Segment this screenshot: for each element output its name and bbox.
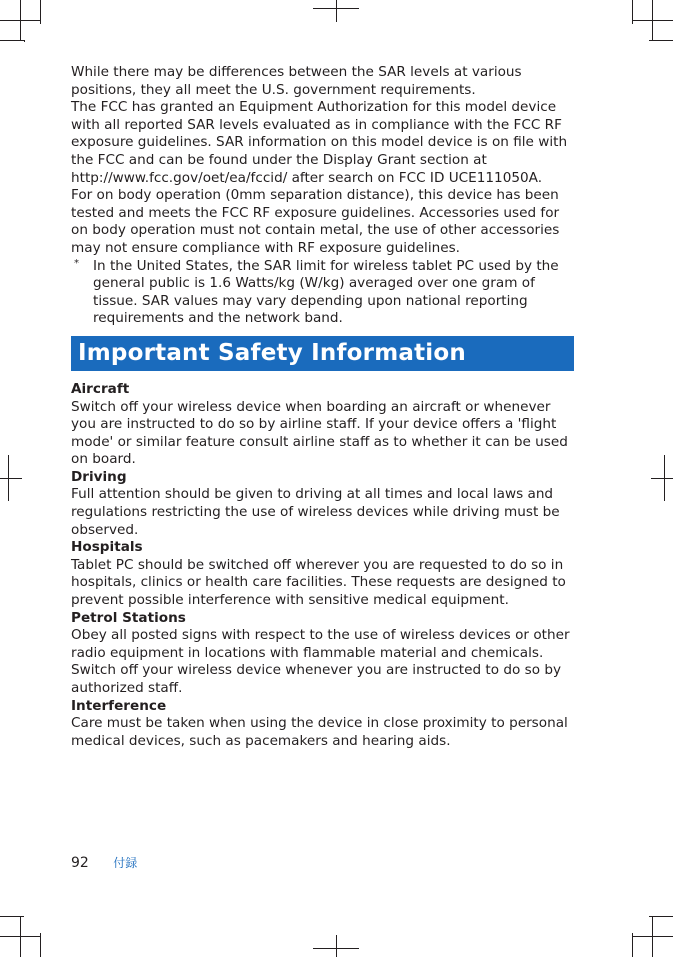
page-footer bbox=[71, 854, 137, 872]
crop-mark bbox=[336, 0, 337, 22]
intro-paragraph: The FCC has granted an Equipment Authorization for this model device with all reported SAR levels evaluated as in compliance with the FCC RF exposure guidelines. SAR information on this model device is on file with the FCC and can be found under the Display Grant section at http://www.fcc.gov/oet/ea/fccid/ after search on FCC ID UCE111050A. bbox=[71, 99, 568, 186]
crop-mark bbox=[633, 20, 673, 21]
crop-mark bbox=[652, 917, 653, 957]
crop-mark bbox=[20, 917, 21, 957]
section-heading: Petrol Stations bbox=[71, 609, 186, 626]
section-body: Full attention should be given to driving at all times and local laws and regulations restricting the use of wireless devices while driving must be observed. bbox=[71, 486, 560, 538]
page-number: 92 bbox=[71, 855, 89, 871]
note-asterisk: * bbox=[74, 257, 79, 269]
crop-mark bbox=[649, 40, 673, 41]
section-banner: Important Safety Information bbox=[71, 336, 574, 371]
crop-mark bbox=[651, 478, 673, 479]
crop-mark bbox=[0, 478, 22, 479]
safety-section-aircraft bbox=[71, 381, 574, 469]
section-heading: Aircraft bbox=[71, 380, 130, 397]
section-body: Care must be taken when using the device in close proximity to personal medical devices, such as pacemakers and hearing aids. bbox=[71, 715, 568, 749]
section-body: Tablet PC should be switched off wherever you are requested to do so in hospitals, clinics or health care facilities. These requests are designed to prevent possible interference with sensitive medical equipment. bbox=[71, 556, 566, 609]
crop-mark bbox=[40, 0, 41, 24]
intro-paragraph: For on body operation (0mm separation distance), this device has been tested and meets the FCC RF exposure guidelines. Accessories used for on body operation must not contain metal, the use of other accessories may not ensure compliance with RF exposure guidelines. bbox=[71, 187, 560, 256]
safety-section-driving bbox=[71, 469, 574, 539]
crop-mark bbox=[20, 0, 21, 40]
safety-section-interference bbox=[71, 698, 574, 751]
crop-mark bbox=[632, 933, 633, 957]
sar-limit-note bbox=[71, 258, 574, 328]
section-heading: Interference bbox=[71, 697, 167, 714]
crop-mark bbox=[0, 40, 24, 41]
crop-mark bbox=[8, 455, 9, 501]
safety-section-petrol-stations bbox=[71, 610, 574, 698]
crop-mark bbox=[40, 933, 41, 957]
crop-mark bbox=[652, 0, 653, 40]
crop-mark bbox=[336, 935, 337, 957]
section-heading: Driving bbox=[71, 468, 127, 485]
safety-section-hospitals bbox=[71, 539, 574, 609]
section-body: Obey all posted signs with respect to the use of wireless devices or other radio equipment in locations with flammable material and chemicals. Switch off your wireless device whenever you are instructed to do so by authorized staff. bbox=[71, 627, 570, 696]
intro-paragraph: While there may be differences between the SAR levels at various positions, they all meet the U.S. government requirements. bbox=[71, 64, 522, 98]
page-content bbox=[71, 64, 574, 750]
crop-mark bbox=[632, 0, 633, 24]
section-body: Switch off your wireless device when boarding an aircraft or whenever you are instructed to do so by airline staff. If your device offers a 'flight mode' or similar feature consult airline staff as to whether it can be used on board. bbox=[71, 398, 568, 468]
crop-mark bbox=[633, 936, 673, 937]
section-heading: Hospitals bbox=[71, 539, 143, 556]
crop-mark bbox=[24, 40, 25, 42]
chapter-label: 付録 bbox=[113, 856, 138, 870]
crop-mark bbox=[664, 455, 665, 501]
note-text: In the United States, the SAR limit for wireless tablet PC used by the general public is 1.6 Watts/kg (W/kg) averaged over one gram of tissue. SAR values may vary depending upon national reporting requirements and the network band. bbox=[93, 257, 559, 327]
